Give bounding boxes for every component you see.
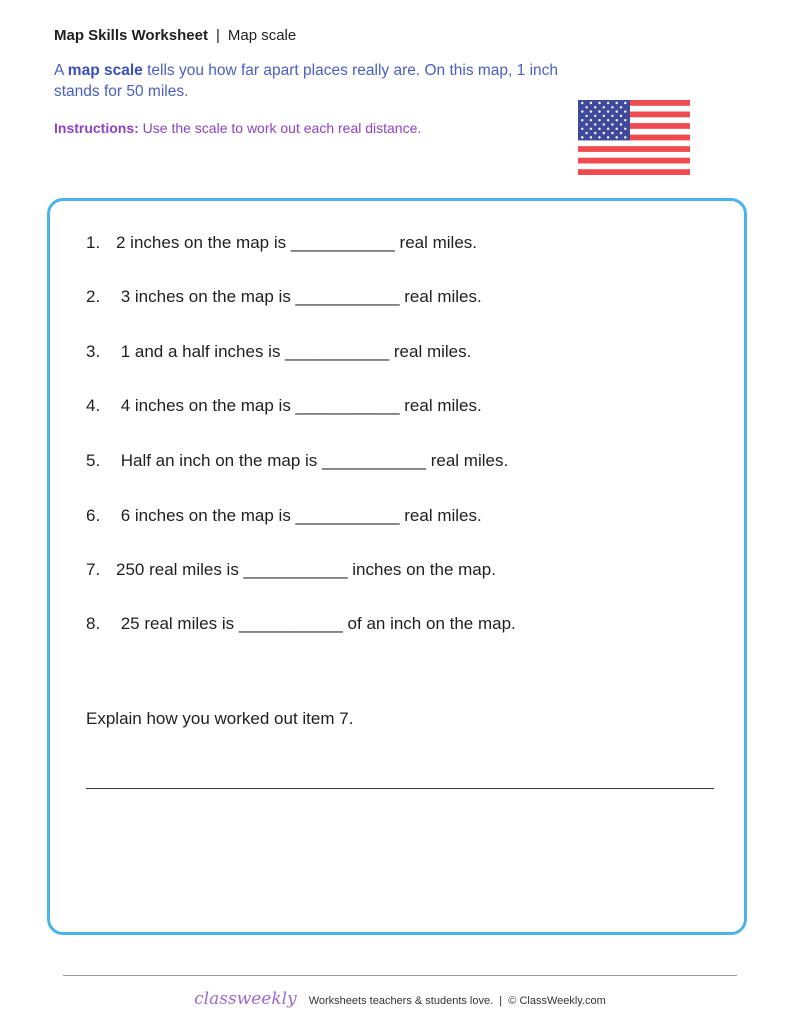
question-item: [86, 614, 516, 634]
question-number: 1.: [86, 233, 101, 252]
worksheet-title: Map Skills Worksheet: [54, 27, 208, 44]
intro-text: tells you how far apart places really are. On this map, 1 inch stands for 50 miles.: [54, 62, 559, 100]
question-number: 5.: [86, 451, 101, 470]
question-text: 25 real miles is ___________ of an inch on the map.: [116, 614, 516, 633]
question-number: 3.: [86, 342, 101, 361]
explain-prompt: Explain how you worked out item 7.: [86, 709, 354, 728]
footer-copyright: © ClassWeekly.com: [508, 995, 606, 1007]
question-number: 7.: [86, 560, 101, 579]
question-item: [86, 451, 508, 471]
intro-paragraph: [54, 60, 584, 102]
footer-separator: |: [499, 995, 503, 1007]
question-text: Half an inch on the map is ___________ real miles.: [116, 451, 509, 470]
intro-prefix: A: [54, 62, 68, 79]
question-text: 250 real miles is ___________ inches on the map.: [116, 560, 496, 579]
us-flag-icon: [578, 100, 690, 175]
header-separator: |: [215, 27, 220, 44]
question-text: 4 inches on the map is ___________ real miles.: [116, 396, 482, 415]
question-number: 8.: [86, 614, 101, 633]
worksheet-topic: Map scale: [227, 27, 297, 44]
question-item: [86, 287, 482, 307]
question-item: [86, 506, 482, 526]
question-item: [86, 233, 477, 253]
worksheet-header: [54, 27, 296, 44]
question-text: 3 inches on the map is ___________ real miles.: [116, 287, 482, 306]
question-text: 2 inches on the map is ___________ real miles.: [116, 233, 478, 252]
instructions-label: Instructions:: [54, 120, 139, 136]
intro-keyword: map scale: [67, 62, 143, 79]
brand-logo: classweekly: [194, 989, 297, 1009]
question-item: [86, 342, 471, 362]
instructions: [54, 120, 421, 136]
question-text: 1 and a half inches is ___________ real miles.: [116, 342, 472, 361]
question-text: 6 inches on the map is ___________ real miles.: [116, 506, 482, 525]
question-number: 4.: [86, 396, 101, 415]
footer-tagline: Worksheets teachers & students love.: [308, 995, 494, 1007]
question-item: [86, 396, 482, 416]
instructions-text: Use the scale to work out each real distance.: [138, 120, 422, 136]
footer-divider: [63, 975, 737, 976]
question-number: 6.: [86, 506, 101, 525]
question-number: 2.: [86, 287, 101, 306]
question-item: [86, 560, 496, 580]
answer-line[interactable]: [86, 788, 714, 789]
footer: [0, 989, 800, 1009]
